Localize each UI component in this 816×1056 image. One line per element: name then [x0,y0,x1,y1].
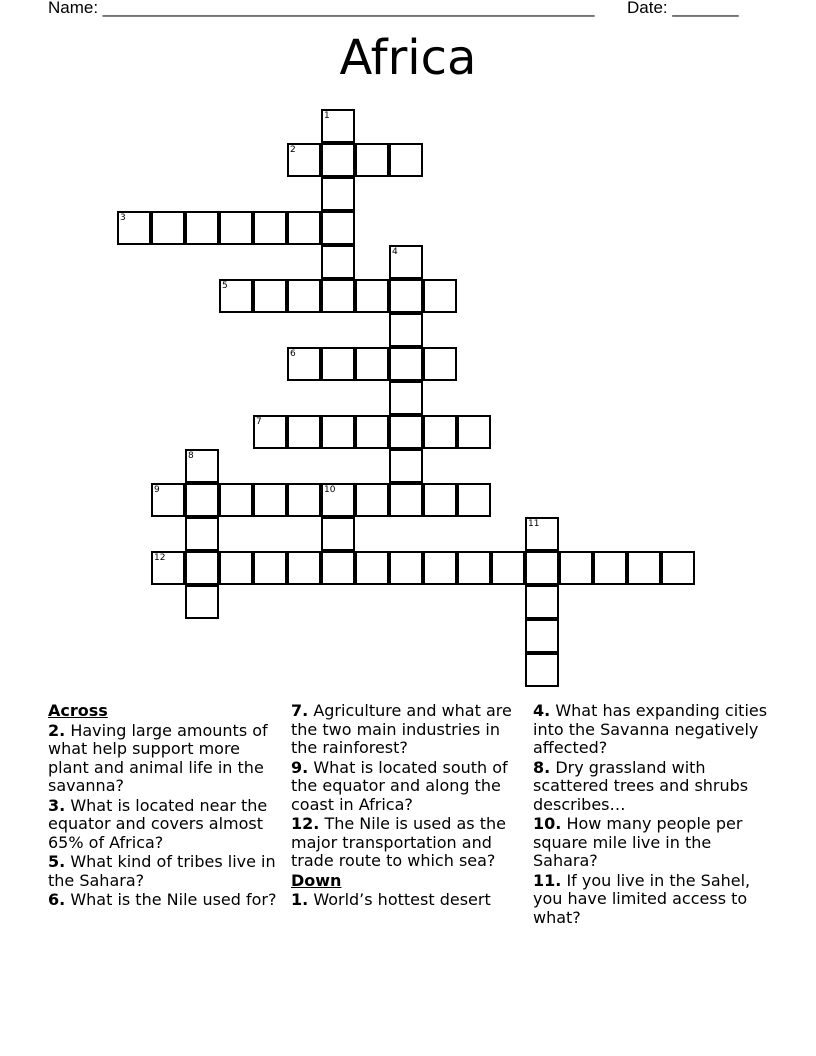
grid-cell[interactable] [389,381,423,415]
clue-text: World’s hottest desert [313,890,491,909]
cell-number: 3 [120,213,126,223]
grid-cell[interactable] [457,483,491,517]
grid-cell[interactable] [321,109,355,143]
clue-text: What has expanding cities into the Savanna negatively affected? [533,701,768,757]
grid-cell[interactable] [389,279,423,313]
grid-cell[interactable] [287,279,321,313]
cell-number: 8 [188,451,194,461]
grid-cell[interactable] [525,551,559,585]
clue-number: 11. [533,870,562,890]
grid-cell[interactable] [355,415,389,449]
clue-number: 8. [533,757,551,777]
clue-down-4 [533,702,769,758]
grid-cell[interactable] [151,551,185,585]
grid-cell[interactable] [661,551,695,585]
grid-cell[interactable] [219,211,253,245]
grid-cell[interactable] [355,143,389,177]
clue-number: 12. [291,814,320,833]
grid-cell[interactable] [219,279,253,313]
grid-cell[interactable] [389,143,423,177]
clue-down-10 [533,815,769,871]
grid-cell[interactable] [321,143,355,177]
cell-number: 4 [392,247,398,257]
clue-text: Having large amounts of what help support more plant and animal life in the savanna? [48,720,268,795]
clue-across-3 [48,797,284,853]
grid-cell[interactable] [355,551,389,585]
grid-cell[interactable] [117,211,151,245]
clue-across-2 [48,722,284,796]
grid-cell[interactable] [321,551,355,585]
grid-cell[interactable] [423,483,457,517]
clue-text: Agriculture and what are the two main industries in the rainforest? [291,701,512,757]
grid-cell[interactable] [389,483,423,517]
grid-cell[interactable] [423,279,457,313]
cell-number: 12 [154,553,166,563]
cell-number: 11 [528,519,540,529]
page-title: Africa [339,30,477,86]
grid-cell[interactable] [185,517,219,551]
clue-text: What is located south of the equator and along the coast in Africa? [291,757,508,814]
grid-cell[interactable] [185,449,219,483]
across-heading: Across [48,701,108,720]
down-heading: Down [291,870,342,890]
clue-number: 5. [48,852,66,871]
clue-column-3 [533,702,769,928]
grid-cell[interactable] [457,415,491,449]
grid-cell[interactable] [287,415,321,449]
clue-text: How many people per square mile live in the Sahara? [533,814,743,870]
grid-cell[interactable] [423,415,457,449]
name-field-label[interactable]: Name: ____________________________________________________ [48,0,595,17]
grid-cell[interactable] [491,551,525,585]
grid-cell[interactable] [321,483,355,517]
grid-cell[interactable] [525,619,559,653]
clue-text: The Nile is used as the major transportation and trade route to which sea? [291,814,506,870]
grid-cell[interactable] [287,143,321,177]
grid-cell[interactable] [321,517,355,551]
grid-cell[interactable] [389,551,423,585]
grid-cell[interactable] [321,347,355,381]
grid-cell[interactable] [151,483,185,517]
grid-cell[interactable] [185,211,219,245]
clue-text: What is located near the equator and covers almost 65% of Africa? [48,795,268,852]
clue-number: 2. [48,720,66,740]
clue-across-7 [291,702,527,758]
clue-across-12 [291,815,527,871]
grid-cell[interactable] [253,415,287,449]
cell-number: 2 [290,145,296,155]
grid-cell[interactable] [423,551,457,585]
cell-number: 10 [324,485,336,495]
grid-cell[interactable] [287,347,321,381]
grid-cell[interactable] [287,483,321,517]
grid-cell[interactable] [389,313,423,347]
grid-cell[interactable] [389,347,423,381]
clue-across-5 [48,853,284,890]
grid-cell[interactable] [321,279,355,313]
clue-number: 10. [533,814,562,833]
grid-cell[interactable] [185,483,219,517]
grid-cell[interactable] [287,551,321,585]
grid-cell[interactable] [389,449,423,483]
grid-cell[interactable] [253,279,287,313]
grid-cell[interactable] [525,653,559,687]
grid-cell[interactable] [287,211,321,245]
grid-cell[interactable] [185,585,219,619]
grid-cell[interactable] [321,211,355,245]
clue-across-6 [48,891,284,910]
clue-number: 7. [291,701,309,720]
clue-number: 6. [48,890,66,909]
grid-cell[interactable] [627,551,661,585]
grid-cell[interactable] [355,347,389,381]
grid-cell[interactable] [389,245,423,279]
grid-cell[interactable] [219,551,253,585]
clue-number: 3. [48,795,66,815]
grid-cell[interactable] [355,279,389,313]
clue-down-8 [533,759,769,815]
cell-number: 9 [154,485,160,495]
grid-cell[interactable] [389,415,423,449]
grid-cell[interactable] [321,177,355,211]
clue-text: What kind of tribes live in the Sahara? [48,852,276,890]
grid-cell[interactable] [525,585,559,619]
cell-number: 1 [324,111,330,121]
clue-across-9 [291,759,527,815]
grid-cell[interactable] [253,483,287,517]
grid-cell[interactable] [457,551,491,585]
clue-number: 1. [291,890,309,909]
clue-text: If you live in the Sahel, you have limited access to what? [533,870,751,927]
grid-cell[interactable] [185,551,219,585]
grid-cell[interactable] [321,415,355,449]
grid-cell[interactable] [525,517,559,551]
clue-text: Dry grassland with scattered trees and shrubs describes… [533,757,749,814]
cell-number: 7 [256,417,262,427]
grid-cell[interactable] [253,551,287,585]
grid-cell[interactable] [355,483,389,517]
grid-cell[interactable] [593,551,627,585]
cell-number: 5 [222,281,228,291]
grid-cell[interactable] [321,245,355,279]
grid-cell[interactable] [559,551,593,585]
grid-cell[interactable] [151,211,185,245]
clue-number: 9. [291,757,309,777]
clue-column-2 [291,702,527,911]
clue-down-11 [533,872,769,928]
clue-text: What is the Nile used for? [70,890,277,909]
grid-cell[interactable] [219,483,253,517]
grid-cell[interactable] [253,211,287,245]
clue-number: 4. [533,701,551,720]
grid-cell[interactable] [423,347,457,381]
date-field-label[interactable]: Date: _______ [627,0,739,17]
clue-down-1 [291,891,527,910]
clue-column-1 [48,702,284,911]
cell-number: 6 [290,349,296,359]
